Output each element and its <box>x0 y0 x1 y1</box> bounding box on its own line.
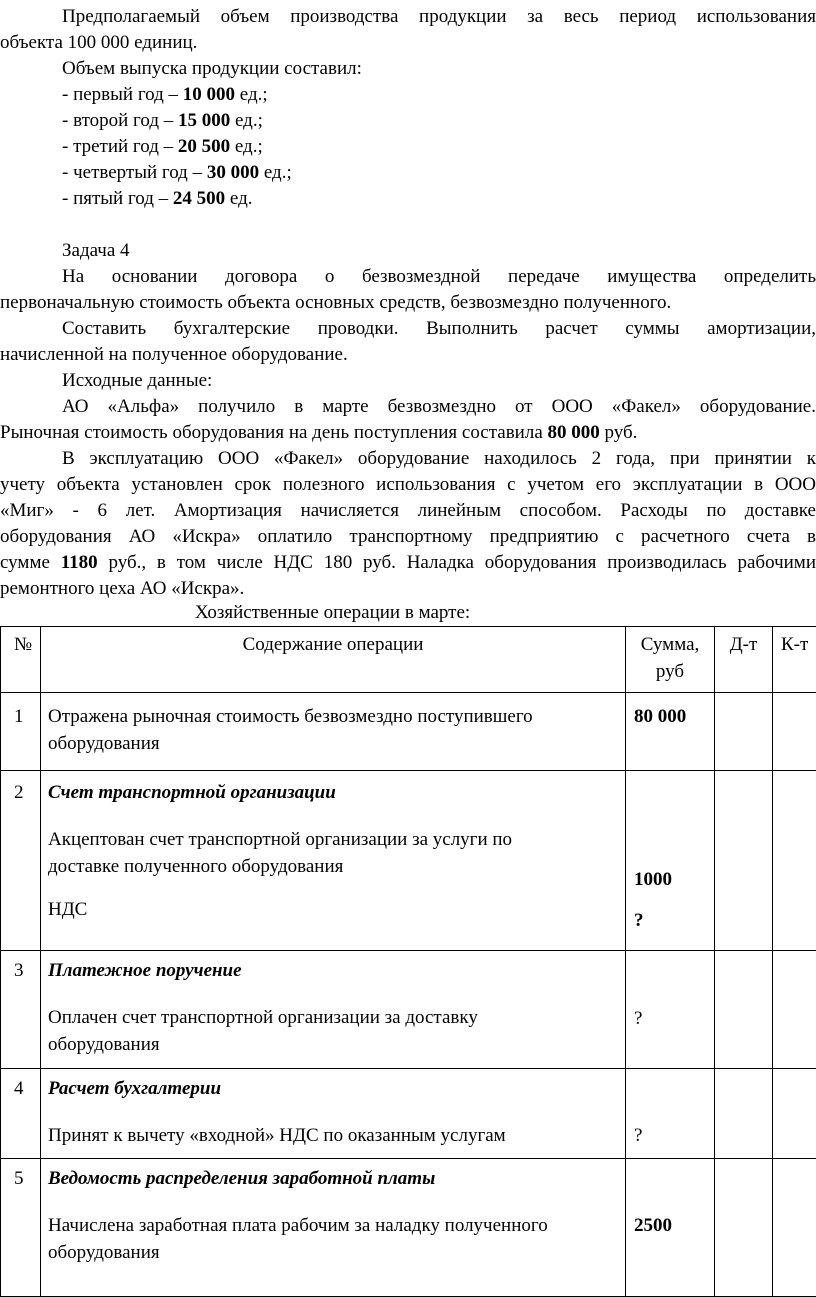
row-debit <box>715 1069 773 1159</box>
row-credit <box>773 1159 816 1297</box>
table-title: Хозяйственные операции в марте: <box>40 600 625 626</box>
table-row <box>1 1159 816 1297</box>
row-content: Ведомость распределения заработной платы Начислена заработная плата рабочим за наладку полученного оборудования <box>41 1159 626 1297</box>
row-debit <box>715 771 773 951</box>
task-paragraph-line: «Миг» - 6 лет. Амортизация начисляется линейным способом. Расходы по доставке <box>0 498 816 524</box>
task-paragraph-line: В эксплуатацию ООО «Факел» оборудование находилось 2 года, при принятии к <box>62 446 816 472</box>
row-num: 5 <box>1 1159 41 1297</box>
row-content: Платежное поручение Оплачен счет транспортной организации за доставку оборудования <box>41 951 626 1069</box>
row-debit <box>715 693 773 771</box>
row-credit <box>773 693 816 771</box>
intro-line-1: Предполагаемый объем производства продукции за весь период использования <box>62 4 816 30</box>
row-doc-title: Ведомость распределения заработной платы <box>48 1165 625 1192</box>
row-num: 1 <box>1 693 41 771</box>
row-debit <box>715 951 773 1069</box>
year-item: - пятый год – 24 500 ед. <box>62 186 816 212</box>
year-item: - третий год – 20 500 ед.; <box>62 134 816 160</box>
row-num: 2 <box>1 771 41 951</box>
row-sum: 2500 <box>626 1159 715 1297</box>
year-item: - второй год – 15 000 ед.; <box>62 108 816 134</box>
row-sum: 80 000 <box>626 693 715 771</box>
row-doc-title: Платежное поручение <box>48 957 625 984</box>
row-doc-title: Счет транспортной организации <box>48 779 625 806</box>
year-item: - четвертый год – 30 000 ед.; <box>62 160 816 186</box>
row-content: Счет транспортной организации Акцептован счет транспортной организации за услуги по доставке полученного оборудования НДС <box>41 771 626 951</box>
header-content: Содержание операции <box>41 627 626 693</box>
task-paragraph-line: сумме 1180 руб., в том числе НДС 180 руб. Наладка оборудования производилась рабочими <box>0 550 816 576</box>
header-credit: К-т <box>773 627 816 693</box>
intro-line-2: объекта 100 000 единиц. <box>0 30 816 56</box>
source-heading: Исходные данные: <box>62 368 816 394</box>
year-item: - первый год – 10 000 ед.; <box>62 82 816 108</box>
row-doc-title: Расчет бухгалтерии <box>48 1075 625 1102</box>
task-paragraph-line: На основании договора о безвозмездной передаче имущества определить <box>62 264 816 290</box>
row-num: 4 <box>1 1069 41 1159</box>
row-num: 3 <box>1 951 41 1069</box>
header-sum: Сумма, руб <box>626 627 715 693</box>
task-paragraph-line: первоначальную стоимость объекта основных средств, безвозмездно полученного. <box>0 290 816 316</box>
table-header-row <box>1 627 816 693</box>
row-content: Расчет бухгалтерии Принят к вычету «входной» НДС по оказанным услугам <box>41 1069 626 1159</box>
row-credit <box>773 951 816 1069</box>
task-paragraph-line: Рыночная стоимость оборудования на день поступления составила 80 000 руб. <box>0 420 816 446</box>
task-paragraph-line: АО «Альфа» получило в марте безвозмездно от ООО «Факел» оборудование. <box>62 394 816 420</box>
table-row <box>1 693 816 771</box>
task-paragraph-line: оборудования АО «Искра» оплатило транспортному предприятию с расчетного счета в <box>0 524 816 550</box>
table-row <box>1 771 816 951</box>
header-num: № <box>1 627 41 693</box>
operations-table <box>0 626 816 1297</box>
row-content: Отражена рыночная стоимость безвозмездно поступившего оборудования <box>41 693 626 771</box>
output-heading: Объем выпуска продукции составил: <box>62 56 816 82</box>
table-row <box>1 1069 816 1159</box>
task-title: Задача 4 <box>62 238 816 264</box>
task-paragraph-line: Составить бухгалтерские проводки. Выполнить расчет суммы амортизации, <box>62 316 816 342</box>
row-sum: ? <box>626 951 715 1069</box>
row-credit <box>773 1069 816 1159</box>
row-credit <box>773 771 816 951</box>
table-row <box>1 951 816 1069</box>
row-sum: 1000 ? <box>626 771 715 951</box>
task-paragraph-line: начисленной на полученное оборудование. <box>0 342 816 368</box>
task-paragraph-line: учету объекта установлен срок полезного использования с учетом его эксплуатации в ООО <box>0 472 816 498</box>
header-debit: Д-т <box>715 627 773 693</box>
row-debit <box>715 1159 773 1297</box>
task-paragraph-line: ремонтного цеха АО «Искра». <box>0 576 816 602</box>
row-sum: ? <box>626 1069 715 1159</box>
